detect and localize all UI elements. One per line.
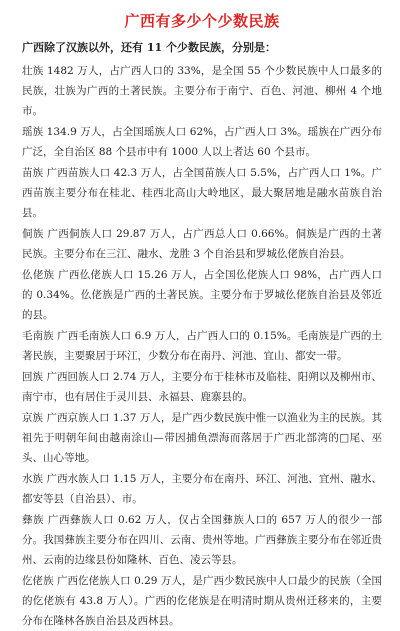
paragraph-yao: 瑶族 134.9 万人，占全国瑶族人口 62%，占广西人口 3%。瑶族在广西分布广泛，全自治区 88 个县市中有 1000 人以上者达 60 个县市。 (22, 126, 382, 158)
paragraph-yi: 彝族 广西彝族人口 0.62 万人，仅占全国彝族人口的 657 万人的很少一部分。我国彝族主要分布在四川、云南、贵州等地。广西彝族主要分布在邻近贵州、云南的边缘县份如隆林、百色、凌云等县。 (22, 514, 382, 566)
paragraph-maonan: 毛南族 广西毛南族人口 6.9 万人，占广西人口的 0.15%。毛南族是广西的土著民族，主要聚居于环江，少数分布在南丹、河池、宜山、都安一带。 (22, 330, 382, 362)
paragraph-zhuang: 壮族 1482 万人，占广西人口的 33%，是全国 55 个少数民族中人口最多的民族，壮族为广西的土著民族。主要分布于南宁、百色、河池、柳州 4 个地市。 (22, 65, 382, 117)
paragraph-dong: 侗族 广西侗族人口 29.87 万人，占广西总人口 0.66%。侗族是广西的土著民族。主要分布在三江、融水、龙胜 3 个自治县和罗城仫佬族自治县。 (22, 228, 382, 260)
paragraph-jing: 京族 广西京族人口 1.37 万人，是广西少数民族中惟一以渔业为主的民族。其祖先于明朝年间由越南涂山—带因捕鱼漂海而落居于广西北部湾的□尾、巫头、山心等地。 (22, 412, 382, 464)
paragraph-hui: 回族 广西回族人口 2.74 万人，主要分布于桂林市及临桂、阳朔以及柳州市、南宁市，也有居住于灵川县、永福县、鹿寨县的。 (22, 371, 382, 403)
document-title: 广西有多少个少数民族 (124, 12, 280, 30)
paragraph-shui: 水族 广西水族人口 1.15 万人，主要分布在南丹、环江、河池、宜州、融水、都安等县（自治县）、市。 (22, 473, 382, 505)
intro-text: 广西除了汉族以外，还有 11 个少数民族，分别是： (22, 41, 276, 54)
paragraph-mulao: 仫佬族 广西仫佬族人口 15.26 万人，占全国仫佬族人口 98%，占广西人口的 0.34%。仫佬族是广西的土著民族。主要分布于罗城仫佬族自治县及邻近的县。 (22, 269, 382, 321)
paragraph-gelao: 仡佬族 广西仡佬族人口 0.29 万人，是广西少数民族中人口最少的民族（全国的仡佬族有 43.8 万人）。广西的仡佬族是在明清时期从贵州迁移来的，主要分布在隆林各族自治县及西林县。 (22, 575, 382, 627)
paragraph-miao: 苗族 广西苗族人口 42.3 万人，占全国苗族人口 5.5%，占广西人口 1%。广西苗族主要分布在桂北、桂西北高山大岭地区，最大聚居地是融水苗族自治县。 (22, 167, 382, 219)
